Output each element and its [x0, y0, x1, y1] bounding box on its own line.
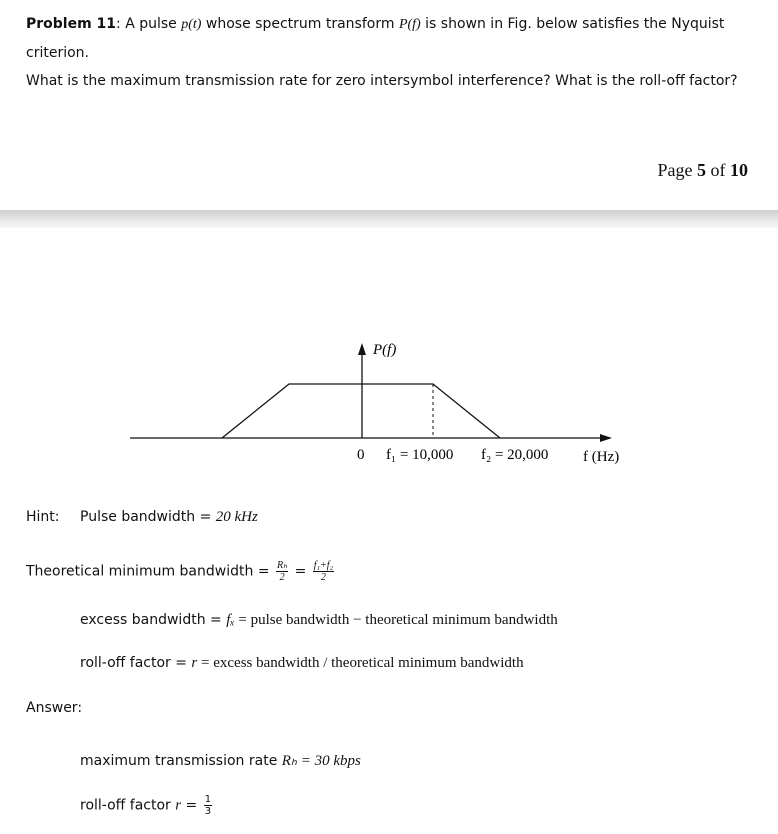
hint-row — [26, 509, 60, 525]
answer-rolloff-symbol: r — [175, 797, 182, 814]
fraction-one-third — [204, 794, 212, 817]
frac-den-3: 3 — [204, 806, 212, 817]
theory-eq: = — [290, 563, 311, 580]
page-of: of — [706, 160, 730, 180]
origin-label: 0 — [357, 447, 365, 463]
x-axis-arrow — [600, 434, 612, 442]
y-axis-label: P(f) — [373, 342, 397, 358]
answer-rate-text: maximum transmission rate — [80, 753, 282, 769]
hint-value: 20 kHz — [215, 509, 258, 525]
answer-rolloff-text: roll-off factor — [80, 797, 176, 814]
f2-label: f₂ = 20,000 — [481, 447, 549, 463]
rolloff-def-row — [80, 655, 524, 672]
problem-text-c: is shown in Fig. below satisfies the Nyquist criterion. — [26, 16, 725, 61]
rolloff-def-rest: = excess bandwidth / theoretical minimum bandwidth — [197, 655, 524, 671]
spectrum-figure — [0, 330, 778, 470]
page-number — [658, 160, 749, 181]
problem-line-1 — [26, 10, 766, 67]
page-total: 10 — [730, 160, 748, 180]
problem-text-b: whose spectrum transform — [201, 16, 399, 32]
hint-label: Hint: — [26, 509, 60, 525]
answer-rate-row — [80, 751, 361, 770]
answer-rate-value: = 30 kbps — [297, 753, 361, 769]
P-symbol: P(f) — [398, 17, 421, 32]
excess-row — [80, 612, 558, 629]
answer-rolloff-row — [80, 794, 214, 817]
excess-text: excess bandwidth = — [80, 612, 227, 628]
problem-line-2: What is the maximum transmission rate for zero intersymbol interference? What is the roll-off factor? — [26, 73, 738, 89]
frac-num-1: 1 — [204, 794, 212, 805]
theory-row — [26, 560, 336, 583]
frac-den-2a: 2 — [279, 572, 285, 583]
problem-statement — [26, 10, 766, 95]
answer-rate-symbol: Rₕ — [281, 753, 297, 769]
page-separator — [0, 210, 778, 228]
answer-rolloff-eq: = — [181, 797, 202, 814]
page-prefix: Page — [657, 160, 697, 180]
frac-num-rb: Rₕ — [277, 560, 288, 571]
theory-text: Theoretical minimum bandwidth = — [26, 563, 274, 580]
excess-rest: = pulse bandwidth − theoretical minimum bandwidth — [234, 612, 558, 628]
frac-den-2b: 2 — [320, 572, 326, 583]
f1-label: f₁ = 10,000 — [386, 447, 454, 463]
spectrum-trapezoid — [222, 384, 500, 438]
problem-label: Problem 11 — [26, 16, 117, 32]
rolloff-def-r: r — [191, 655, 198, 671]
fraction-rb-2 — [276, 560, 288, 583]
p-symbol: p(t) — [181, 17, 202, 32]
frac-num-f1f2: f₁+f₂ — [313, 560, 334, 571]
x-axis-label: f (Hz) — [583, 449, 620, 465]
problem-text-a: : A pulse — [116, 16, 182, 32]
hint-text — [80, 509, 258, 526]
hint-text-label: Pulse bandwidth = — [80, 509, 216, 525]
fraction-f1f2-2 — [313, 560, 334, 583]
y-axis-arrow — [358, 343, 366, 355]
excess-fx: fₓ — [226, 612, 235, 628]
answer-label: Answer: — [26, 700, 83, 716]
page-current: 5 — [697, 160, 706, 180]
rolloff-def-text: roll-off factor = — [80, 655, 192, 671]
